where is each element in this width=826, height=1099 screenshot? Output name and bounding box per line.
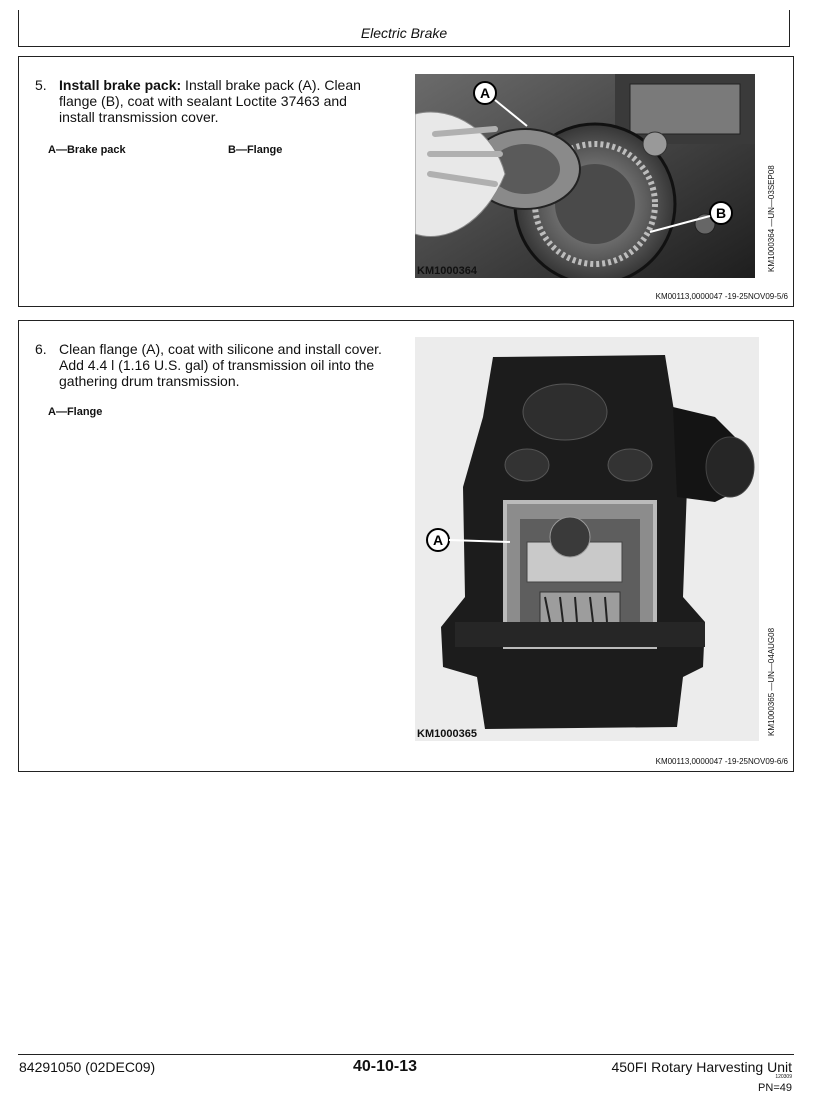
legend-item-flange: B—Flange bbox=[228, 144, 283, 156]
step-5-instruction bbox=[35, 77, 385, 125]
side-code: KM1000364 —UN—03SEP08 bbox=[767, 165, 776, 272]
callout-a: A bbox=[479, 85, 491, 101]
page-number: 40-10-13 bbox=[353, 1058, 418, 1075]
legend-item-brake-pack: A—Brake pack bbox=[48, 144, 126, 156]
reference-code: KM00113,0000047 -19-25NOV09-6/6 bbox=[655, 757, 788, 766]
step-6-instruction bbox=[35, 341, 385, 389]
side-code: KM1000365 —UN—04AUG08 bbox=[767, 627, 776, 736]
step-number: 5. bbox=[35, 77, 47, 93]
legend-item-flange: A—Flange bbox=[48, 406, 103, 418]
callout-b: B bbox=[715, 205, 727, 221]
step-text: Install brake pack (A). Clean flange (B), coat with sealant Loctite 37463 and install transmission cover. bbox=[59, 77, 361, 125]
step-6-panel bbox=[18, 320, 794, 772]
product-name: 450FI Rotary Harvesting Unit bbox=[611, 1059, 792, 1075]
photo-label: KM1000365 bbox=[417, 728, 477, 740]
pn-number: PN=49 bbox=[758, 1082, 792, 1094]
step-number: 6. bbox=[35, 341, 47, 357]
footer-small-code: 120309 bbox=[775, 1074, 792, 1080]
brake-pack-photo bbox=[415, 74, 755, 278]
step-5-panel bbox=[18, 56, 794, 307]
transmission-illustration bbox=[415, 337, 759, 741]
step-text: Clean flange (A), coat with silicone and install cover. Add 4.4 l (1.16 U.S. gal) of transmission oil into the gathering drum transmission. bbox=[59, 341, 382, 389]
page-header bbox=[18, 10, 790, 47]
step-lead: Install brake pack: bbox=[59, 77, 182, 93]
footer-divider bbox=[18, 1054, 794, 1055]
document-number: 84291050 (02DEC09) bbox=[19, 1059, 156, 1075]
transmission-photo bbox=[415, 337, 759, 741]
reference-code: KM00113,0000047 -19-25NOV09-5/6 bbox=[655, 292, 788, 301]
callout-a: A bbox=[432, 532, 444, 548]
section-title: Electric Brake bbox=[360, 25, 448, 41]
photo-label: KM1000364 bbox=[417, 265, 477, 277]
brake-pack-illustration bbox=[415, 74, 755, 278]
